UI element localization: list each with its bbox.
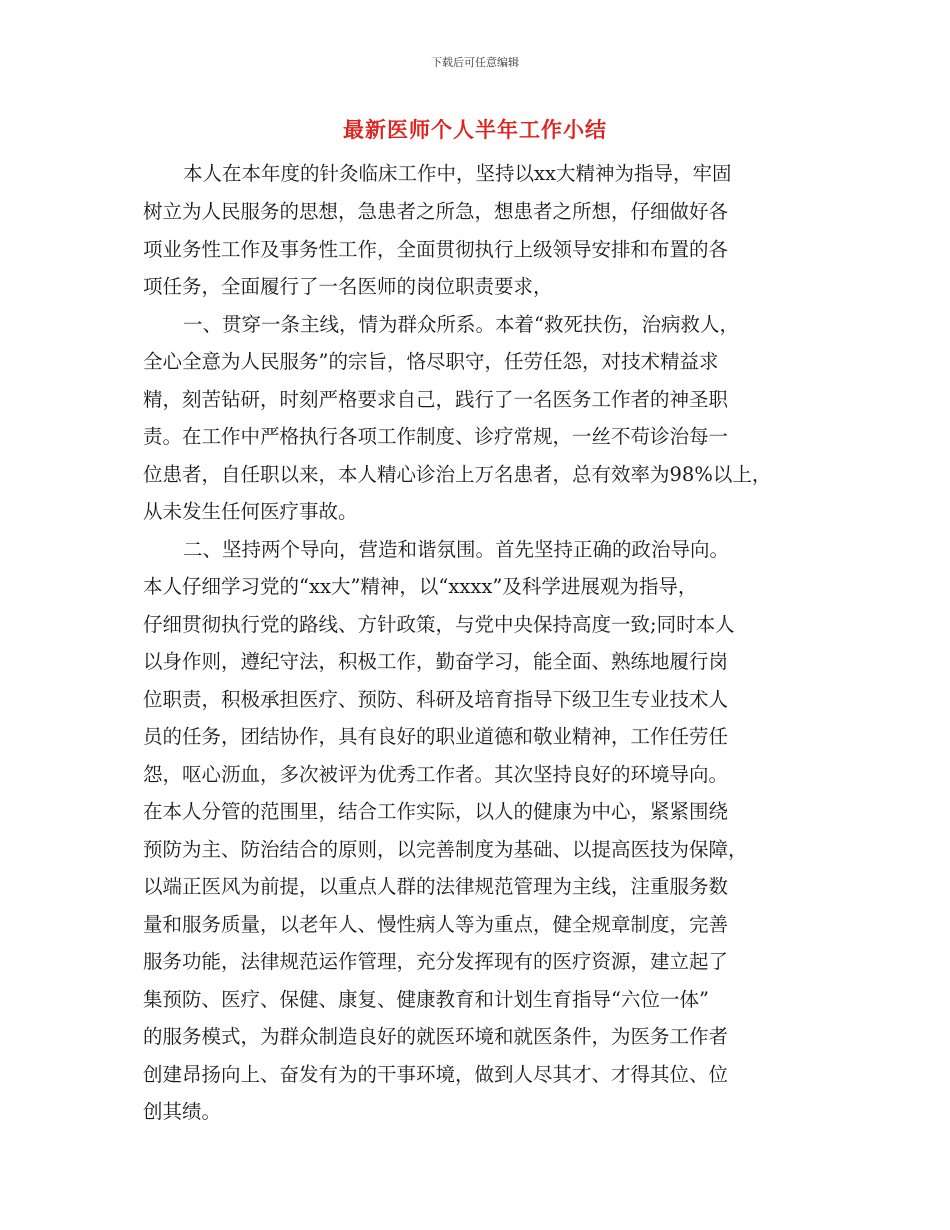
body-line: 树立为人民服务的思想，急患者之所急，想患者之所想，仔细做好各	[143, 200, 729, 223]
body-line: 本人在本年度的针灸临床工作中，坚持以xx大精神为指导，牢固	[183, 162, 732, 185]
document-title: 最新医师个人半年工作小结	[343, 118, 607, 142]
body-line: 量和服务质量，以老年人、慢性病人等为重点，健全规章制度，完善	[143, 913, 729, 936]
header-note: 下载后可任意编辑	[431, 56, 519, 69]
body-line: 本人仔细学习党的“xx大”精神，以“xxxx”及科学进展观为指导，	[143, 575, 698, 598]
body-line: 怨，呕心沥血，多次被评为优秀工作者。其次坚持良好的环境导向。	[143, 763, 729, 786]
body-line: 项业务性工作及事务性工作，全面贯彻执行上级领导安排和布置的各	[143, 238, 729, 261]
body-line: 位职责，积极承担医疗、预防、科研及培育指导下级卫生专业技术人	[143, 688, 729, 711]
body-line: 项任务，全面履行了一名医师的岗位职责要求，	[143, 275, 553, 298]
body-line: 仔细贯彻执行党的路线、方针政策，与党中央保持高度一致;同时本人	[143, 613, 735, 636]
body-line: 创其绩。	[143, 1100, 222, 1123]
body-line: 二、坚持两个导向，营造和谐氛围。首先坚持正确的政治导向。	[183, 538, 730, 561]
body-line: 一、贯穿一条主线，情为群众所系。本着“救死扶伤，治病救人，	[183, 313, 739, 336]
body-line: 责。在工作中严格执行各项工作制度、诊疗常规，一丝不苟诊治每一	[143, 425, 729, 448]
body-line: 集预防、医疗、保健、康复、健康教育和计划生育指导“六位一体”	[143, 988, 709, 1011]
body-line: 从未发生任何医疗事故。	[143, 500, 358, 523]
body-line: 创建昂扬向上、奋发有为的干事环境，做到人尽其才、才得其位、位	[143, 1063, 729, 1086]
body-line: 以身作则，遵纪守法，积极工作，勤奋学习，能全面、熟练地履行岗	[143, 650, 729, 673]
body-line: 以端正医风为前提，以重点人群的法律规范管理为主线，注重服务数	[143, 875, 729, 898]
body-line: 的服务模式，为群众制造良好的就医环境和就医条件，为医务工作者	[143, 1025, 729, 1048]
body-line: 员的任务，团结协作，具有良好的职业道德和敬业精神，工作任劳任	[143, 725, 729, 748]
body-line: 位患者，自任职以来，本人精心诊治上万名患者，总有效率为98%以上，	[143, 463, 772, 486]
body-line: 服务功能，法律规范运作管理，充分发挥现有的医疗资源，建立起了	[143, 950, 729, 973]
body-line: 精，刻苦钻研，时刻严格要求自己，践行了一名医务工作者的神圣职	[143, 388, 729, 411]
body-line: 全心全意为人民服务”的宗旨，恪尽职守，任劳任怨，对技术精益求	[143, 350, 719, 373]
body-line: 在本人分管的范围里，结合工作实际，以人的健康为中心，紧紧围绕	[143, 800, 729, 823]
body-line: 预防为主、防治结合的原则，以完善制度为基础、以提高医技为保障，	[143, 838, 748, 861]
